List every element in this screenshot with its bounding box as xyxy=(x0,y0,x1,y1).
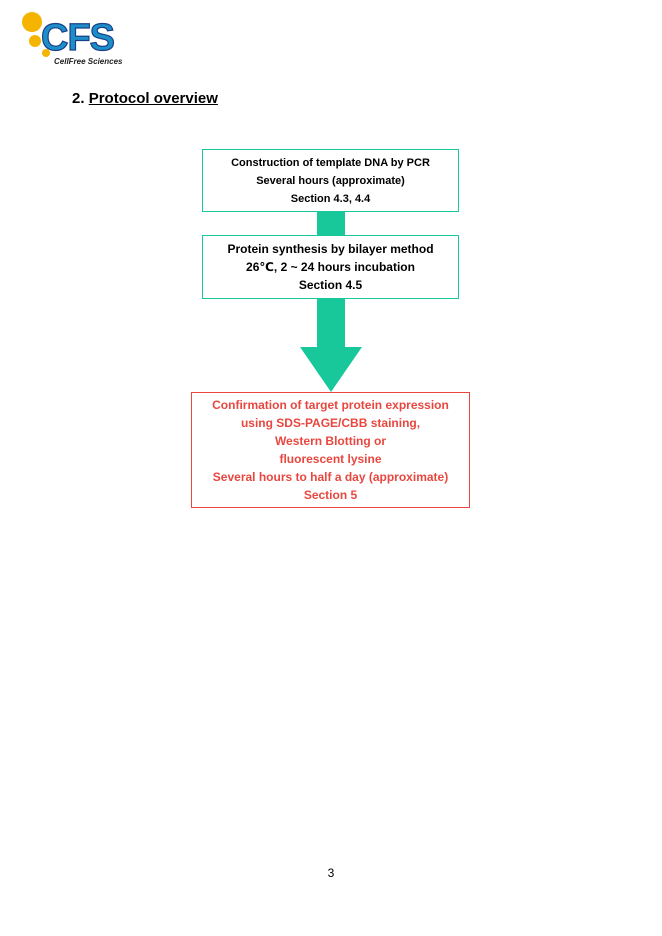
step-template-dna-box xyxy=(202,149,459,212)
page-number: 3 xyxy=(327,866,335,880)
section-number: 2. xyxy=(72,90,85,107)
step3-line-3: Western Blotting or xyxy=(274,434,387,448)
logo-letters: CFS xyxy=(41,17,114,59)
step3-line-5: Several hours to half a day (approximate) xyxy=(212,470,449,484)
step2-title: Protein synthesis by bilayer method xyxy=(227,242,434,256)
step1-title: Construction of template DNA by PCR xyxy=(231,156,430,169)
step3-line-6: Section 5 xyxy=(303,488,358,502)
step1-section: Section 4.3, 4.4 xyxy=(290,192,371,205)
step1-duration: Several hours (approximate) xyxy=(256,174,405,187)
step2-duration: 26℃, 2 ~ 24 hours incubation xyxy=(246,260,415,274)
step3-line-2: using SDS-PAGE/CBB staining, xyxy=(240,416,421,430)
step-protein-synthesis-box xyxy=(202,235,459,299)
section-title: Protocol overview xyxy=(88,90,218,107)
step-confirmation-box xyxy=(191,392,470,508)
logo-tagline: CellFree Sciences xyxy=(54,57,123,66)
flow-connector xyxy=(317,211,345,237)
step3-line-4: fluorescent lysine xyxy=(279,452,382,466)
step3-line-1: Confirmation of target protein expression xyxy=(212,398,449,412)
step2-section: Section 4.5 xyxy=(298,278,363,292)
flow-arrow-down xyxy=(300,298,362,392)
